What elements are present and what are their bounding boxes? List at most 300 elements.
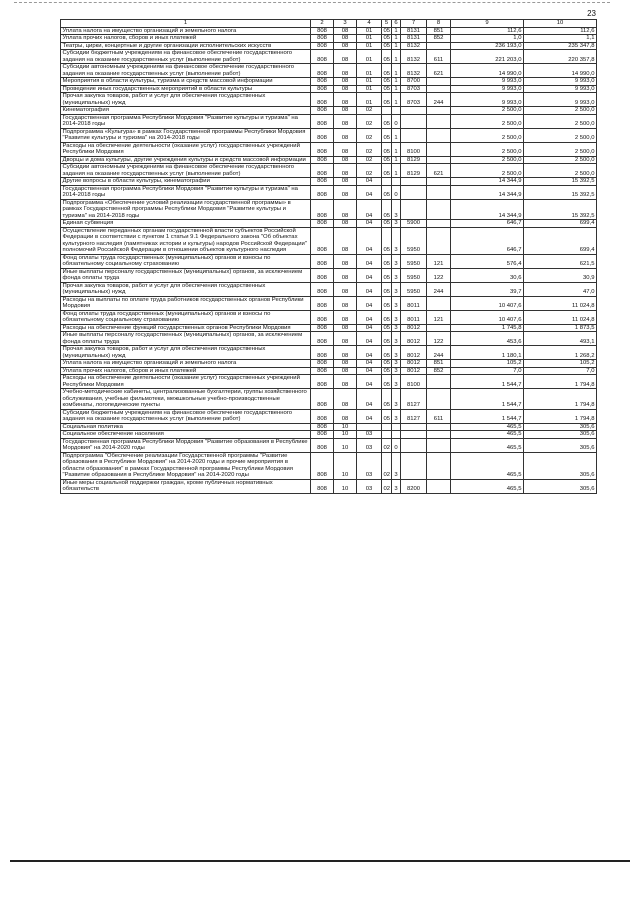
row-code-cs-cell: 8100 <box>401 375 427 389</box>
row-code-gr-cell: 808 <box>311 268 334 282</box>
table-row <box>61 332 597 346</box>
row-code-cs-cell: 8127 <box>401 409 427 423</box>
row-code-prog-cell: 05 <box>383 42 391 49</box>
row-code-rz-cell: 10 <box>334 431 357 439</box>
row-code-rz-cell: 08 <box>334 142 357 156</box>
table-row <box>61 156 597 164</box>
row-code-gr-cell: 808 <box>311 254 334 268</box>
row-code-subprog-cell: 3 <box>392 360 401 368</box>
row-code-pr-cell: 03 <box>357 431 382 439</box>
row-code-rz-cell: 08 <box>334 185 357 199</box>
row-code-rz-cell: 08 <box>334 107 357 115</box>
row-sum-2015-cell: 9 993,0 <box>451 93 524 107</box>
row-code-rz-cell: 08 <box>334 346 357 360</box>
row-sum-2015-cell: 465,5 <box>451 479 524 493</box>
row-code-subprog-cell: 3 <box>392 332 401 346</box>
column-header: 3 <box>334 20 357 28</box>
row-code-cs-cell: 8127 <box>401 389 427 410</box>
row-code-cs-cell <box>401 114 427 128</box>
row-code-pr-cell: 02 <box>357 164 382 178</box>
row-code-prog-cell: 05 <box>382 227 392 254</box>
row-sum-2016-cell: 112,6 <box>524 27 597 35</box>
row-code-rz-cell: 08 <box>334 128 357 142</box>
row-sum-2015-cell: 14 344,9 <box>451 199 524 220</box>
row-code-prog-cell <box>382 107 392 115</box>
table-row <box>61 479 597 493</box>
row-code-rz-cell: 08 <box>334 367 357 375</box>
row-code-cs-cell: 8012 <box>401 367 427 375</box>
row-code-cs-cell <box>401 107 427 115</box>
row-sum-2016-cell: 1 873,5 <box>524 324 597 332</box>
row-code-subprog-cell: 3 <box>392 479 401 493</box>
row-name-cell: Расходы на обеспечение деятельности (оказание услуг) государственных учреждений Республики Мордовия <box>61 375 311 389</box>
table-header-row <box>61 20 597 28</box>
row-code-subprog-cell: 3 <box>392 409 401 423</box>
row-sum-2016-cell: 11 024,8 <box>524 310 597 324</box>
row-code-subprog-cell: 1 <box>392 50 401 64</box>
row-code-pr-cell: 04 <box>357 220 382 228</box>
row-name-cell: Уплата налога на имущество организаций и земельного налога <box>61 360 311 368</box>
row-code-rz-cell: 08 <box>334 156 357 164</box>
row-sum-2016-cell: 1 268,2 <box>524 346 597 360</box>
budget-table <box>60 19 597 494</box>
row-code-prog-cell <box>382 423 392 431</box>
row-code-pr-cell: 02 <box>357 107 382 115</box>
table-row <box>61 296 597 310</box>
row-code-prog-cell: 05 <box>382 199 392 220</box>
row-code-prog-cell: 05 <box>382 296 392 310</box>
row-sum-2016-cell: 305,6 <box>524 452 597 479</box>
row-code-pr-cell: 02 <box>357 128 382 142</box>
row-sum-2015-cell: 2 500,0 <box>451 107 524 115</box>
table-row <box>61 282 597 296</box>
row-code-subprog-cell: 3 <box>392 227 401 254</box>
row-code-prog-cell: 05 <box>382 332 392 346</box>
row-code-prog-cell: 05 <box>382 64 392 78</box>
row-code-gr-cell: 808 <box>311 227 334 254</box>
row-code-cs-cell: 8100 <box>401 142 427 156</box>
row-name-cell: Проведение иных государственных мероприятий в области культуры <box>61 85 311 93</box>
row-sum-2015-cell: 1 544,7 <box>451 409 524 423</box>
row-code-vr-cell <box>427 178 451 186</box>
row-code-prog-cell: 05 <box>383 360 391 366</box>
row-code-prog-cell: 02 <box>382 438 392 452</box>
row-code-gr-cell: 808 <box>311 431 334 439</box>
row-code-subprog-cell: 3 <box>392 346 401 360</box>
top-dashed-rule <box>14 2 610 3</box>
row-code-subprog-cell: 3 <box>392 296 401 310</box>
table-row <box>61 360 597 368</box>
row-code-vr-cell <box>427 78 451 86</box>
row-code-vr-cell <box>427 389 451 410</box>
row-code-pr-cell: 03 <box>357 438 382 452</box>
row-code-rz-cell: 08 <box>334 254 357 268</box>
row-sum-2016-cell: 220 357,8 <box>524 50 597 64</box>
row-sum-2015-cell: 453,6 <box>451 332 524 346</box>
row-name-cell: Субсидии бюджетным учреждениям на финансовое обеспечение государственного задания на оказание государственных услуг (выполнение работ) <box>61 409 311 423</box>
row-code-subprog-cell: 3 <box>392 452 401 479</box>
row-sum-2016-cell: 305,6 <box>524 479 597 493</box>
row-code-pr-cell: 01 <box>357 42 382 50</box>
row-code-subprog-cell: 3 <box>392 389 401 410</box>
row-code-rz-cell: 08 <box>334 332 357 346</box>
row-sum-2016-cell: 105,2 <box>524 360 597 368</box>
row-code-rz-cell: 10 <box>334 438 357 452</box>
table-row <box>61 50 597 64</box>
row-code-vr-cell <box>427 156 451 164</box>
row-sum-2016-cell: 2 500,0 <box>524 142 597 156</box>
row-code-rz-cell: 08 <box>334 35 357 43</box>
row-code-rz-cell: 10 <box>334 452 357 479</box>
row-code-pr-cell: 04 <box>357 367 382 375</box>
row-sum-2015-cell: 576,4 <box>451 254 524 268</box>
row-code-subprog-cell <box>392 431 401 439</box>
column-header: 5 <box>382 20 392 28</box>
row-sum-2016-cell: 493,1 <box>524 332 597 346</box>
table-row <box>61 324 597 332</box>
row-code-pr-cell: 01 <box>357 27 382 35</box>
table-row <box>61 35 597 43</box>
table-row <box>61 254 597 268</box>
row-code-rz-cell: 10 <box>334 423 357 431</box>
row-code-gr-cell: 808 <box>311 114 334 128</box>
row-code-gr-cell: 808 <box>311 375 334 389</box>
row-sum-2015-cell: 14 990,0 <box>451 64 524 78</box>
row-code-prog-cell <box>382 178 392 186</box>
row-code-cs-cell: 8012 <box>401 332 427 346</box>
row-code-pr-cell: 01 <box>357 85 382 93</box>
row-code-cs-cell: 8129 <box>401 156 427 164</box>
row-code-pr-cell: 02 <box>357 114 382 128</box>
row-code-rz-cell: 08 <box>334 310 357 324</box>
row-name-cell: Государственная программа Республики Мордовия "Развитие культуры и туризма" на 2014-2018 годы <box>61 185 311 199</box>
row-sum-2015-cell: 1 745,8 <box>451 324 524 332</box>
row-name-cell: Расходы на обеспечение функций государственных органов Республики Мордовия <box>61 324 311 332</box>
row-code-vr-cell <box>427 296 451 310</box>
row-code-pr-cell: 04 <box>357 268 382 282</box>
column-header: 10 <box>524 20 597 28</box>
row-code-vr-cell: 121 <box>427 310 451 324</box>
row-code-cs-cell: 5950 <box>401 254 427 268</box>
row-code-vr-cell: 244 <box>427 93 451 107</box>
row-code-prog-cell: 05 <box>382 185 392 199</box>
row-code-pr-cell: 04 <box>357 375 382 389</box>
row-code-subprog-cell: 0 <box>392 114 401 128</box>
row-name-cell: Уплата налога на имущество организаций и земельного налога <box>61 27 311 35</box>
row-code-subprog-cell: 1 <box>392 164 401 178</box>
row-code-subprog-cell: 3 <box>392 220 401 228</box>
row-code-gr-cell: 808 <box>311 310 334 324</box>
row-code-prog-cell <box>382 431 392 439</box>
row-code-vr-cell: 852 <box>427 35 451 43</box>
row-sum-2015-cell: 10 407,6 <box>451 296 524 310</box>
row-code-gr-cell: 808 <box>311 107 334 115</box>
table-row <box>61 164 597 178</box>
row-code-subprog-cell: 1 <box>392 93 401 107</box>
row-code-gr-cell: 808 <box>311 220 334 228</box>
row-sum-2016-cell: 9 993,0 <box>524 93 597 107</box>
row-code-subprog-cell: 1 <box>392 64 401 78</box>
row-sum-2016-cell: 14 990,0 <box>524 64 597 78</box>
row-name-cell: Субсидии автономным учреждениям на финансовое обеспечение государственного задания на оказание государственных услуг (выполнение работ) <box>61 64 311 78</box>
row-code-gr-cell: 808 <box>311 324 334 332</box>
row-code-rz-cell: 08 <box>334 199 357 220</box>
table-row <box>61 389 597 410</box>
row-code-pr-cell: 04 <box>357 389 382 410</box>
row-code-subprog-cell: 1 <box>392 156 401 164</box>
row-code-vr-cell <box>427 142 451 156</box>
row-code-pr-cell: 04 <box>357 227 382 254</box>
row-code-rz-cell: 08 <box>334 64 357 78</box>
row-code-pr-cell: 04 <box>357 199 382 220</box>
row-code-vr-cell: 121 <box>427 254 451 268</box>
row-sum-2016-cell: 699,4 <box>524 227 597 254</box>
row-code-cs-cell: 8703 <box>401 85 427 93</box>
row-code-cs-cell: 8700 <box>401 78 427 86</box>
row-sum-2015-cell: 14 344,9 <box>451 185 524 199</box>
row-code-pr-cell: 04 <box>357 346 382 360</box>
row-code-prog-cell: 05 <box>382 346 392 360</box>
table-row <box>61 93 597 107</box>
row-sum-2015-cell: 2 500,0 <box>451 164 524 178</box>
row-code-subprog-cell <box>392 107 401 115</box>
table-row <box>61 375 597 389</box>
row-sum-2016-cell: 699,4 <box>524 220 597 228</box>
row-code-subprog-cell: 1 <box>392 42 401 50</box>
table-row <box>61 27 597 35</box>
row-code-subprog-cell <box>392 178 401 186</box>
row-code-vr-cell <box>427 431 451 439</box>
row-code-subprog-cell: 3 <box>392 282 401 296</box>
row-name-cell: Кинематография <box>61 107 311 115</box>
row-code-gr-cell: 808 <box>311 35 334 43</box>
row-sum-2015-cell: 39,7 <box>451 282 524 296</box>
row-code-cs-cell <box>401 185 427 199</box>
row-code-vr-cell <box>427 107 451 115</box>
row-sum-2015-cell: 221 203,0 <box>451 50 524 64</box>
row-code-cs-cell: 5950 <box>401 268 427 282</box>
row-code-cs-cell: 8132 <box>401 50 427 64</box>
row-code-subprog-cell: 3 <box>392 367 401 375</box>
row-sum-2015-cell: 1 544,7 <box>451 389 524 410</box>
row-code-gr-cell: 808 <box>311 409 334 423</box>
row-code-prog-cell: 05 <box>382 93 392 107</box>
row-code-gr-cell: 808 <box>311 156 334 164</box>
table-row <box>61 185 597 199</box>
row-code-prog-cell: 05 <box>383 367 391 374</box>
row-code-subprog-cell: 1 <box>392 85 401 93</box>
row-code-rz-cell: 08 <box>334 360 357 368</box>
table-row <box>61 310 597 324</box>
row-code-rz-cell: 08 <box>334 50 357 64</box>
row-sum-2015-cell: 465,5 <box>451 452 524 479</box>
row-sum-2015-cell: 10 407,6 <box>451 310 524 324</box>
row-sum-2016-cell: 305,6 <box>524 423 597 431</box>
row-code-vr-cell: 244 <box>427 282 451 296</box>
row-name-cell: Фонд оплаты труда государственных (муниципальных) органов и взносы по обязательному социальному страхованию <box>61 254 311 268</box>
row-code-cs-cell: 8132 <box>401 42 427 50</box>
row-code-pr-cell: 02 <box>357 156 382 164</box>
row-sum-2015-cell: 465,5 <box>451 438 524 452</box>
row-code-vr-cell <box>427 42 451 50</box>
table-row <box>61 128 597 142</box>
row-code-vr-cell <box>427 438 451 452</box>
row-sum-2016-cell: 15 392,5 <box>524 185 597 199</box>
table-row <box>61 452 597 479</box>
row-code-gr-cell: 808 <box>311 27 334 35</box>
row-code-prog-cell: 02 <box>382 479 392 493</box>
row-code-gr-cell: 808 <box>311 296 334 310</box>
table-row <box>61 438 597 452</box>
row-code-vr-cell <box>427 227 451 254</box>
row-sum-2015-cell: 646,7 <box>451 227 524 254</box>
table-row <box>61 178 597 186</box>
table-row <box>61 85 597 93</box>
row-code-cs-cell: 8200 <box>401 479 427 493</box>
row-code-prog-cell: 05 <box>383 35 391 41</box>
row-name-cell: Подпрограмма "Обеспечение реализации Государственной программы "Развитие образования в Республике Мордовия" на 2014-2020 годы и прочие мероприятия в области образования" в рамках Государственной программы Республики Мордовия "Развитие образования в Республике Мордовия" на 2014-2020 годы <box>61 452 311 479</box>
row-code-cs-cell <box>401 199 427 220</box>
row-code-gr-cell: 808 <box>311 360 334 368</box>
row-sum-2015-cell: 112,6 <box>451 27 524 35</box>
row-sum-2015-cell: 1 544,7 <box>451 375 524 389</box>
row-code-cs-cell: 5950 <box>401 282 427 296</box>
row-code-rz-cell: 08 <box>334 78 357 86</box>
row-code-cs-cell <box>401 128 427 142</box>
row-code-gr-cell: 808 <box>311 85 334 93</box>
row-code-prog-cell: 05 <box>382 128 392 142</box>
row-code-subprog-cell: 3 <box>392 199 401 220</box>
row-code-prog-cell: 05 <box>383 324 391 331</box>
row-code-rz-cell: 08 <box>334 296 357 310</box>
row-sum-2016-cell: 47,0 <box>524 282 597 296</box>
row-code-pr-cell <box>357 423 382 431</box>
row-sum-2016-cell: 1 794,8 <box>524 375 597 389</box>
row-code-rz-cell: 08 <box>334 375 357 389</box>
row-code-vr-cell: 851 <box>427 27 451 35</box>
row-code-pr-cell: 01 <box>357 93 382 107</box>
row-code-vr-cell <box>427 220 451 228</box>
row-sum-2016-cell: 9 993,0 <box>524 78 597 86</box>
row-code-rz-cell: 08 <box>334 220 357 228</box>
row-code-pr-cell: 01 <box>357 64 382 78</box>
row-sum-2016-cell: 2 500,0 <box>524 107 597 115</box>
row-sum-2015-cell: 236 193,0 <box>451 42 524 50</box>
row-code-cs-cell: 8131 <box>401 35 427 43</box>
row-code-prog-cell: 05 <box>382 114 392 128</box>
row-code-rz-cell: 08 <box>334 409 357 423</box>
row-sum-2016-cell: 2 500,0 <box>524 128 597 142</box>
table-row <box>61 142 597 156</box>
row-code-gr-cell: 808 <box>311 452 334 479</box>
row-code-pr-cell: 03 <box>357 479 382 493</box>
row-code-vr-cell <box>427 324 451 332</box>
row-code-pr-cell: 04 <box>357 178 382 186</box>
row-sum-2015-cell: 465,5 <box>451 423 524 431</box>
row-code-subprog-cell: 1 <box>392 142 401 156</box>
row-code-subprog-cell: 3 <box>392 268 401 282</box>
row-code-cs-cell: 8011 <box>401 310 427 324</box>
row-code-cs-cell <box>401 452 427 479</box>
row-sum-2015-cell: 1 180,1 <box>451 346 524 360</box>
row-code-prog-cell: 05 <box>382 282 392 296</box>
row-code-pr-cell: 04 <box>357 324 382 332</box>
row-code-vr-cell <box>427 375 451 389</box>
row-sum-2016-cell: 305,6 <box>524 438 597 452</box>
row-code-vr-cell: 244 <box>427 346 451 360</box>
row-code-prog-cell: 05 <box>382 389 392 410</box>
row-code-gr-cell: 808 <box>311 50 334 64</box>
row-sum-2015-cell: 9 993,0 <box>451 78 524 86</box>
row-code-subprog-cell <box>392 423 401 431</box>
table-row <box>61 227 597 254</box>
row-code-vr-cell <box>427 185 451 199</box>
row-code-subprog-cell: 0 <box>392 438 401 452</box>
row-sum-2016-cell: 15 392,5 <box>524 199 597 220</box>
row-code-pr-cell: 04 <box>357 360 382 368</box>
row-sum-2016-cell: 15 392,5 <box>524 178 597 186</box>
row-code-cs-cell: 8012 <box>401 324 427 332</box>
row-sum-2016-cell: 1 794,8 <box>524 389 597 410</box>
row-code-prog-cell: 05 <box>383 220 391 226</box>
row-code-pr-cell: 04 <box>357 282 382 296</box>
row-sum-2016-cell: 2 500,0 <box>524 156 597 164</box>
row-name-cell: Единая субвенция <box>61 220 311 228</box>
row-code-vr-cell: 852 <box>427 367 451 375</box>
row-code-gr-cell: 808 <box>311 78 334 86</box>
row-code-vr-cell: 621 <box>427 164 451 178</box>
row-code-rz-cell: 08 <box>334 114 357 128</box>
row-code-gr-cell: 808 <box>311 128 334 142</box>
column-header: 6 <box>392 20 401 28</box>
row-code-gr-cell: 808 <box>311 199 334 220</box>
row-code-rz-cell: 08 <box>334 282 357 296</box>
row-code-pr-cell: 04 <box>357 409 382 423</box>
row-name-cell: Социальная политика <box>61 423 311 431</box>
table-row <box>61 199 597 220</box>
row-sum-2015-cell: 105,2 <box>451 360 524 368</box>
row-code-vr-cell <box>427 199 451 220</box>
row-code-gr-cell: 808 <box>311 423 334 431</box>
row-sum-2015-cell: 2 500,0 <box>451 156 524 164</box>
row-code-rz-cell: 08 <box>334 268 357 282</box>
table-row <box>61 114 597 128</box>
row-sum-2015-cell: 2 500,0 <box>451 128 524 142</box>
table-row <box>61 42 597 50</box>
row-code-cs-cell <box>401 438 427 452</box>
column-header: 9 <box>451 20 524 28</box>
row-code-prog-cell: 05 <box>382 142 392 156</box>
row-code-vr-cell <box>427 128 451 142</box>
table-row <box>61 107 597 115</box>
table-row <box>61 409 597 423</box>
row-code-cs-cell: 8011 <box>401 296 427 310</box>
row-sum-2015-cell: 7,0 <box>451 367 524 375</box>
row-code-prog-cell: 05 <box>383 27 391 34</box>
row-code-pr-cell: 01 <box>357 50 382 64</box>
row-name-cell: Субсидии автономным учреждениям на финансовое обеспечение государственного задания на оказание государственных услуг (выполнение работ) <box>61 164 311 178</box>
row-code-cs-cell: 8129 <box>401 164 427 178</box>
row-name-cell: Подпрограмма «Культура» в рамках Государственной программы Республики Мордовия "Развитие культуры и туризма" на 2014-2018 годы <box>61 128 311 142</box>
row-code-pr-cell: 04 <box>357 254 382 268</box>
row-sum-2016-cell: 2 500,0 <box>524 114 597 128</box>
row-code-vr-cell: 611 <box>427 409 451 423</box>
row-name-cell: Фонд оплаты труда государственных (муниципальных) органов и взносы по обязательному социальному страхованию <box>61 310 311 324</box>
row-code-vr-cell <box>427 423 451 431</box>
row-code-rz-cell: 08 <box>334 85 357 93</box>
row-code-pr-cell: 04 <box>357 296 382 310</box>
column-header: 2 <box>311 20 334 28</box>
